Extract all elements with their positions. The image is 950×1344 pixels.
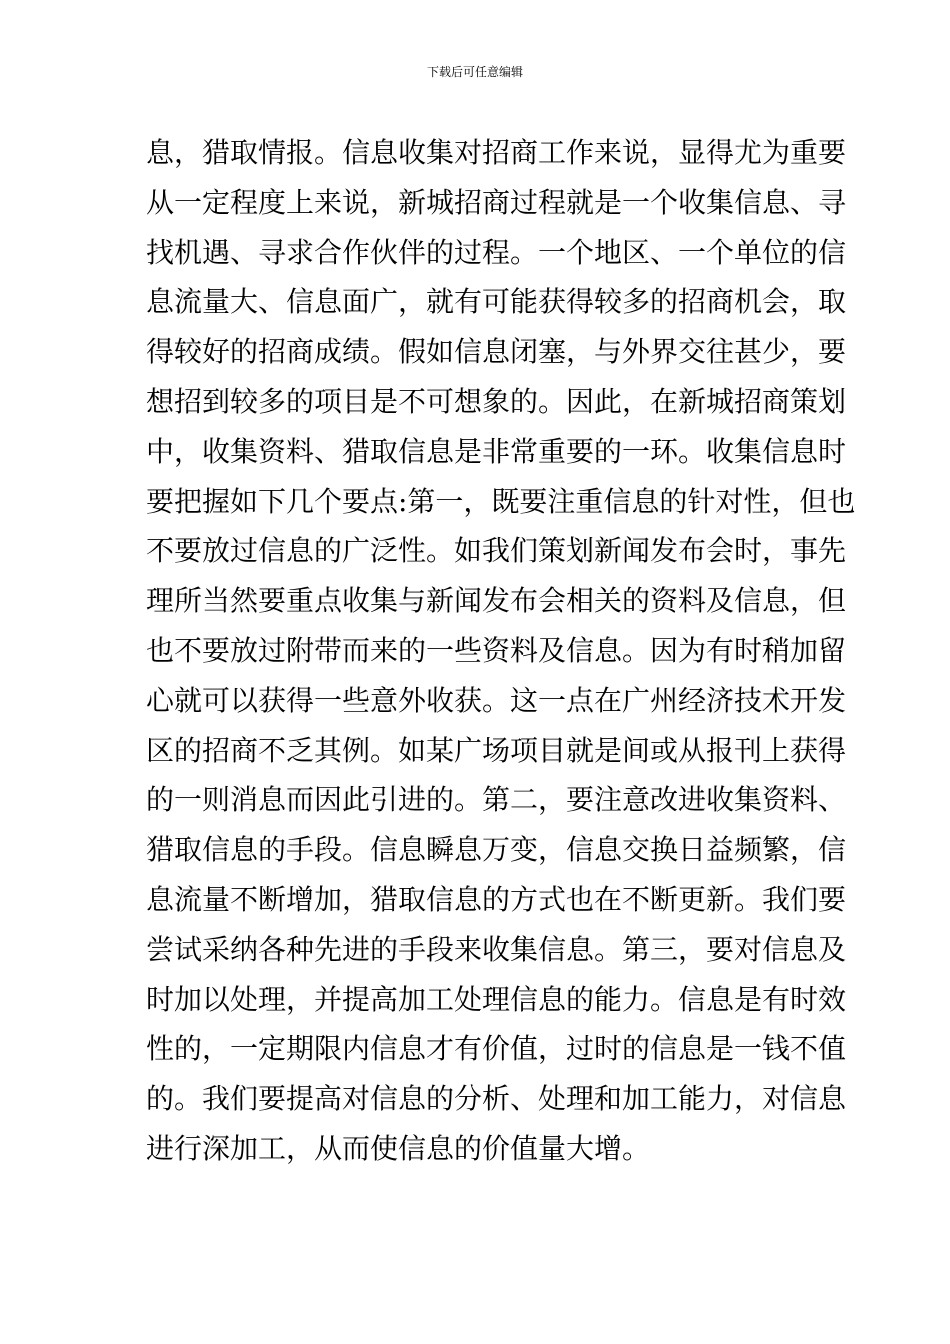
text-line: 心就可以获得一些意外收获。这一点在广州经济技术开发	[146, 683, 847, 717]
text-line: 中，收集资料、猎取信息是非常重要的一环。收集信息时	[146, 434, 847, 468]
text-line: 的。我们要提高对信息的分析、处理和加工能力，对信息	[146, 1082, 847, 1116]
text-line: 想招到较多的项目是不可想象的。因此，在新城招商策划	[146, 384, 847, 418]
text-line: 息流量不断增加，猎取信息的方式也在不断更新。我们要	[146, 882, 847, 916]
text-line: 性的，一定期限内信息才有价值，过时的信息是一钱不值	[146, 1032, 847, 1066]
text-line: 要把握如下几个要点:第一，既要注重信息的针对性，但也	[146, 484, 856, 518]
text-line: 也不要放过附带而来的一些资料及信息。因为有时稍加留	[146, 633, 847, 667]
text-line: 息流量大、信息面广，就有可能获得较多的招商机会，取	[146, 285, 847, 319]
text-line: 尝试采纳各种先进的手段来收集信息。第三，要对信息及	[146, 932, 847, 966]
text-line: 息，猎取情报。信息收集对招商工作来说，显得尤为重要	[146, 136, 847, 169]
text-line: 理所当然要重点收集与新闻发布会相关的资料及信息，但	[146, 584, 847, 618]
page-header: 下载后可任意编辑	[426, 65, 523, 79]
text-line: 不要放过信息的广泛性。如我们策划新闻发布会时，事先	[146, 534, 847, 568]
text-line: 得较好的招商成绩。假如信息闭塞，与外界交往甚少，要	[146, 335, 847, 369]
text-line: 时加以处理，并提高加工处理信息的能力。信息是有时效	[146, 982, 847, 1016]
text-line: 找机遇、寻求合作伙伴的过程。一个地区、一个单位的信	[146, 235, 847, 269]
text-line: 的一则消息而因此引进的。第二，要注意改进收集资料、	[146, 783, 847, 817]
text-line: 进行深加工，从而使信息的价值量大增。	[146, 1131, 651, 1165]
text-line: 区的招商不乏其例。如某广场项目就是间或从报刊上获得	[146, 733, 847, 767]
text-line: 从一定程度上来说，新城招商过程就是一个收集信息、寻	[146, 185, 847, 219]
body-paragraph	[146, 128, 856, 1174]
text-line: 猎取信息的手段。信息瞬息万变，信息交换日益频繁，信	[146, 833, 847, 867]
